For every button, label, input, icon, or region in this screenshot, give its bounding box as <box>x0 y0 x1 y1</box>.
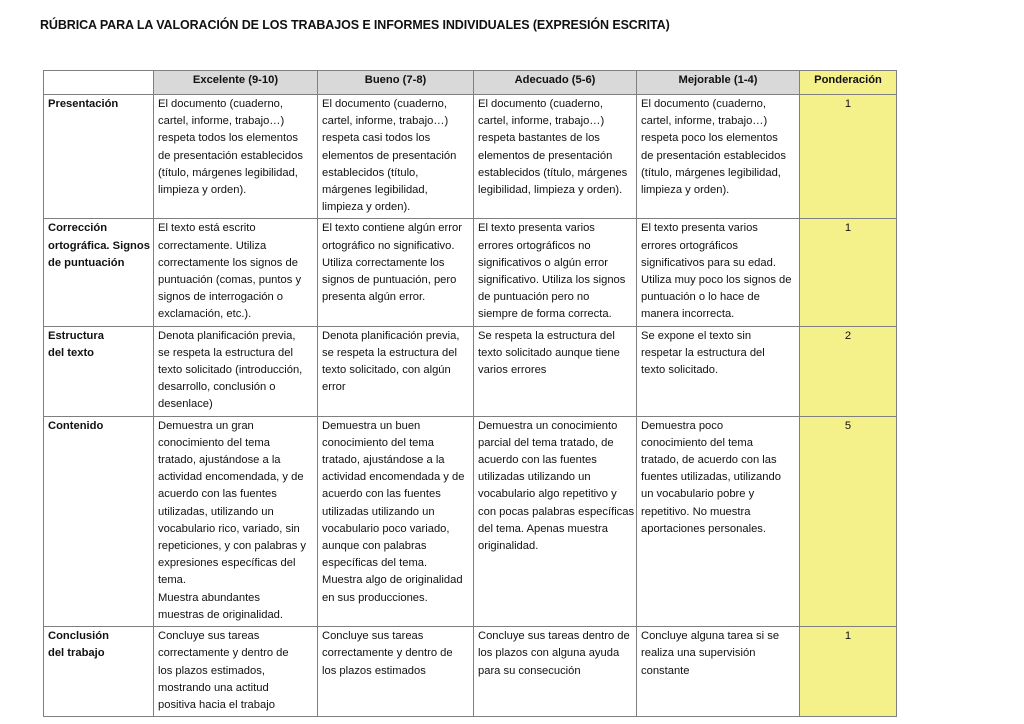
descriptor-line: establecidos (título, <box>322 166 419 179</box>
weight-presentacion: 1 <box>800 95 897 219</box>
descriptor-line: varios errores <box>478 364 547 377</box>
descriptor-line: acuerdo con las fuentes <box>158 488 277 501</box>
descriptor-line: exclamación, etc.). <box>158 308 252 321</box>
descriptor-line: específicas del tema. <box>322 557 428 570</box>
criterion-line: del trabajo <box>48 647 105 660</box>
descriptor-line: se respeta la estructura del <box>158 346 293 359</box>
descriptor-line: respetar la estructura del <box>641 346 765 359</box>
descriptor-correccion-ortografica-bueno <box>318 219 474 326</box>
descriptor-contenido-bueno <box>318 416 474 626</box>
descriptor-line: Denota planificación previa, <box>158 329 296 342</box>
descriptor-line: los plazos con alguna ayuda <box>478 647 620 660</box>
weight-contenido: 5 <box>800 416 897 626</box>
criterion-line: de puntuación <box>48 256 125 269</box>
rubric-row-estructura <box>44 326 897 416</box>
descriptor-conclusion-mejorable <box>637 627 800 717</box>
descriptor-line: correctamente y dentro de <box>158 647 289 660</box>
descriptor-line: desarrollo, conclusión o <box>158 381 276 394</box>
descriptor-line: texto solicitado aunque tiene <box>478 346 620 359</box>
descriptor-line: conocimiento del tema <box>158 436 270 449</box>
criterion-correccion-ortografica <box>44 219 154 326</box>
criterion-line: Estructura <box>48 329 104 342</box>
descriptor-line: texto solicitado. <box>641 364 719 377</box>
descriptor-line: Muestra abundantes <box>158 591 260 604</box>
descriptor-line: cartel, informe, trabajo…) <box>478 115 605 128</box>
descriptor-line: El texto presenta varios <box>478 222 595 235</box>
descriptor-line: El documento (cuaderno, <box>322 98 448 110</box>
descriptor-correccion-ortografica-mejorable <box>637 219 800 326</box>
descriptor-line: actividad encomendada, y de <box>158 471 304 484</box>
descriptor-line: tratado, de acuerdo con las <box>641 454 777 467</box>
descriptor-line: márgenes legibilidad, <box>322 184 428 197</box>
descriptor-line: respeta casi todos los <box>322 132 431 145</box>
weight-correccion-ortografica: 1 <box>800 219 897 326</box>
descriptor-line: Demuestra un gran <box>158 419 254 432</box>
descriptor-line: Denota planificación previa, <box>322 329 460 342</box>
descriptor-line: legibilidad, limpieza y orden). <box>478 184 623 197</box>
descriptor-line: Utiliza correctamente los <box>322 256 445 269</box>
descriptor-line: signos de puntuación, pero <box>322 274 457 287</box>
descriptor-estructura-bueno <box>318 326 474 416</box>
descriptor-line: aunque con palabras <box>322 540 427 553</box>
descriptor-line: elementos de presentación <box>478 149 613 162</box>
descriptor-line: significativos para su edad. <box>641 256 776 269</box>
descriptor-line: (título, márgenes legibilidad, <box>641 166 781 179</box>
descriptor-line: respeta poco los elementos <box>641 132 778 145</box>
criterion-presentacion <box>44 95 154 219</box>
descriptor-line: respeta todos los elementos <box>158 132 298 145</box>
descriptor-line: un vocabulario pobre y <box>641 488 755 501</box>
descriptor-line: tratado, ajustándose a la <box>322 454 445 467</box>
descriptor-line: elementos de presentación <box>322 149 457 162</box>
descriptor-estructura-adecuado <box>474 326 637 416</box>
criterion-line: Presentación <box>48 98 119 110</box>
descriptor-line: repeticiones, y con palabras y <box>158 540 307 553</box>
descriptor-line: Se expone el texto sin <box>641 329 752 342</box>
descriptor-line: realiza una supervisión <box>641 647 756 660</box>
descriptor-line: Concluye sus tareas <box>158 630 260 643</box>
descriptor-line: El texto contiene algún error <box>322 222 462 235</box>
descriptor-line: correctamente y dentro de <box>322 647 453 660</box>
descriptor-presentacion-bueno <box>318 95 474 219</box>
descriptor-line: El documento (cuaderno, <box>641 98 767 110</box>
descriptor-line: fuentes utilizadas, utilizando <box>641 471 781 484</box>
descriptor-line: mostrando una actitud <box>158 681 269 694</box>
descriptor-line: Demuestra poco <box>641 419 724 432</box>
level-header-adecuado: Adecuado (5-6) <box>474 71 637 95</box>
descriptor-line: expresiones específicas del <box>158 557 296 570</box>
descriptor-line: muestras de originalidad. <box>158 608 283 621</box>
descriptor-line: en sus producciones. <box>322 591 428 604</box>
weight-estructura: 2 <box>800 326 897 416</box>
descriptor-line: siempre de forma correcta. <box>478 308 612 321</box>
descriptor-line: puntuación o lo hace de <box>641 291 760 304</box>
descriptor-line: positiva hacia el trabajo <box>158 698 275 711</box>
descriptor-line: Se respeta la estructura del <box>478 329 615 342</box>
descriptor-line: correctamente los signos de <box>158 256 298 269</box>
descriptor-correccion-ortografica-adecuado <box>474 219 637 326</box>
criterion-line: Corrección <box>48 222 108 235</box>
descriptor-line: texto solicitado, con algún <box>322 364 451 377</box>
level-header-mejorable: Mejorable (1-4) <box>637 71 800 95</box>
rubric-row-contenido <box>44 416 897 626</box>
descriptor-line: para su consecución <box>478 664 581 677</box>
descriptor-estructura-excelente <box>154 326 318 416</box>
descriptor-line: presenta algún error. <box>322 291 426 304</box>
rubric-row-presentacion <box>44 95 897 219</box>
descriptor-line: tratado, ajustándose a la <box>158 454 281 467</box>
descriptor-line: vocabulario algo repetitivo y <box>478 488 617 501</box>
descriptor-line: utilizadas utilizando un <box>478 471 591 484</box>
descriptor-line: texto solicitado (introducción, <box>158 364 303 377</box>
header-row <box>44 71 897 95</box>
descriptor-line: Utiliza muy poco los signos de <box>641 274 792 287</box>
descriptor-line: tema. <box>158 574 186 587</box>
descriptor-line: Muestra algo de originalidad <box>322 574 463 587</box>
descriptor-line: constante <box>641 664 690 677</box>
descriptor-line: del tema. Apenas muestra <box>478 522 608 535</box>
descriptor-line: vocabulario poco variado, <box>322 522 450 535</box>
descriptor-line: cartel, informe, trabajo…) <box>322 115 449 128</box>
descriptor-line: signos de interrogación o <box>158 291 284 304</box>
descriptor-line: utilizadas utilizando un <box>322 505 435 518</box>
descriptor-line: ortográfico no significativo. <box>322 239 455 252</box>
descriptor-line: (título, márgenes legibilidad, <box>158 166 298 179</box>
level-header-bueno: Bueno (7-8) <box>318 71 474 95</box>
descriptor-line: de presentación establecidos <box>158 149 303 162</box>
descriptor-line: El documento (cuaderno, <box>158 98 284 110</box>
descriptor-line: Concluye sus tareas dentro de <box>478 630 630 643</box>
descriptor-line: desenlace) <box>158 398 213 411</box>
descriptor-line: limpieza y orden). <box>322 201 411 214</box>
descriptor-line: errores ortográficos no <box>478 239 591 252</box>
weight-header: Ponderación <box>800 71 897 95</box>
descriptor-line: repetitivo. No muestra <box>641 505 751 518</box>
descriptor-line: con pocas palabras específicas <box>478 505 635 518</box>
descriptor-line: Concluye alguna tarea si se <box>641 630 780 643</box>
descriptor-line: cartel, informe, trabajo…) <box>158 115 285 128</box>
descriptor-line: de puntuación pero no <box>478 291 590 304</box>
criterion-line: Contenido <box>48 419 104 432</box>
descriptor-line: conocimiento del tema <box>322 436 434 449</box>
descriptor-line: originalidad. <box>478 540 539 553</box>
criterion-line: ortográfica. Signos <box>48 239 150 252</box>
criterion-conclusion <box>44 627 154 717</box>
descriptor-line: parcial del tema tratado, de <box>478 436 614 449</box>
criterion-estructura <box>44 326 154 416</box>
descriptor-line: acuerdo con las fuentes <box>322 488 441 501</box>
descriptor-line: significativo. Utiliza los signos <box>478 274 626 287</box>
descriptor-correccion-ortografica-excelente <box>154 219 318 326</box>
descriptor-line: manera incorrecta. <box>641 308 735 321</box>
descriptor-line: los plazos estimados, <box>158 664 265 677</box>
descriptor-line: conocimiento del tema <box>641 436 753 449</box>
criterion-line: del texto <box>48 346 95 359</box>
descriptor-line: Concluye sus tareas <box>322 630 424 643</box>
level-header-excelente: Excelente (9-10) <box>154 71 318 95</box>
descriptor-line: puntuación (comas, puntos y <box>158 274 302 287</box>
descriptor-line: El texto presenta varios <box>641 222 758 235</box>
descriptor-conclusion-excelente <box>154 627 318 717</box>
descriptor-contenido-mejorable <box>637 416 800 626</box>
descriptor-line: cartel, informe, trabajo…) <box>641 115 768 128</box>
descriptor-line: Demuestra un conocimiento <box>478 419 618 432</box>
rubric-table <box>43 70 897 717</box>
descriptor-line: aportaciones personales. <box>641 522 767 535</box>
descriptor-line: establecidos (título, márgenes <box>478 166 628 179</box>
descriptor-line: de presentación establecidos <box>641 149 786 162</box>
descriptor-contenido-excelente <box>154 416 318 626</box>
descriptor-presentacion-adecuado <box>474 95 637 219</box>
descriptor-line: El texto está escrito <box>158 222 256 235</box>
descriptor-presentacion-excelente <box>154 95 318 219</box>
rubric-row-correccion-ortografica <box>44 219 897 326</box>
descriptor-line: error <box>322 381 346 394</box>
page-title: RÚBRICA PARA LA VALORACIÓN DE LOS TRABAJOS E INFORMES INDIVIDUALES (EXPRESIÓN ESCRITA) <box>40 18 670 32</box>
rubric-row-conclusion <box>44 627 897 717</box>
descriptor-conclusion-adecuado <box>474 627 637 717</box>
descriptor-line: respeta bastantes de los <box>478 132 600 145</box>
descriptor-line: se respeta la estructura del <box>322 346 457 359</box>
criterion-line: Conclusión <box>48 630 109 643</box>
corner-cell <box>44 71 154 95</box>
descriptor-line: limpieza y orden). <box>158 184 247 197</box>
descriptor-line: utilizadas, utilizando un <box>158 505 274 518</box>
descriptor-line: los plazos estimados <box>322 664 426 677</box>
descriptor-contenido-adecuado <box>474 416 637 626</box>
descriptor-presentacion-mejorable <box>637 95 800 219</box>
descriptor-line: actividad encomendada y de <box>322 471 465 484</box>
descriptor-line: significativos o algún error <box>478 256 608 269</box>
descriptor-line: errores ortográficos <box>641 239 738 252</box>
descriptor-conclusion-bueno <box>318 627 474 717</box>
criterion-contenido <box>44 416 154 626</box>
descriptor-line: acuerdo con las fuentes <box>478 454 597 467</box>
descriptor-line: Demuestra un buen <box>322 419 421 432</box>
descriptor-line: vocabulario rico, variado, sin <box>158 522 300 535</box>
descriptor-line: limpieza y orden). <box>641 184 730 197</box>
descriptor-estructura-mejorable <box>637 326 800 416</box>
descriptor-line: El documento (cuaderno, <box>478 98 604 110</box>
weight-conclusion: 1 <box>800 627 897 717</box>
descriptor-line: correctamente. Utiliza <box>158 239 267 252</box>
